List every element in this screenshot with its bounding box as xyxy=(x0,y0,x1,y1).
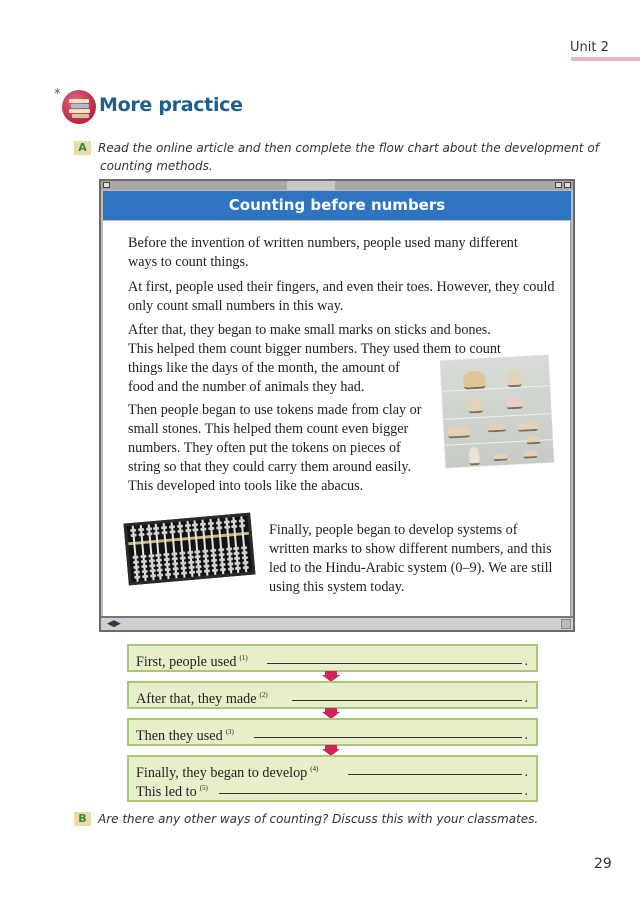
abacus-bead xyxy=(241,546,247,550)
abacus-bead xyxy=(212,569,218,573)
abacus-bead xyxy=(243,566,249,570)
navigation-arrows-icon[interactable]: ◀▶ xyxy=(107,619,121,629)
paragraph-line: This helped them count bigger numbers. They used them to count xyxy=(128,341,501,357)
abacus-bead xyxy=(188,561,194,565)
window-title-bar[interactable] xyxy=(101,181,573,190)
abacus-bead xyxy=(134,570,140,574)
abacus-bead xyxy=(130,529,136,533)
abacus-bead xyxy=(169,525,175,529)
abacus-bead xyxy=(189,571,195,575)
answer-blank-2[interactable] xyxy=(292,700,522,701)
abacus-bead xyxy=(231,525,237,529)
paragraph-line: things like the days of the month, the amount of xyxy=(128,360,400,376)
abacus-bead xyxy=(193,528,199,532)
abacus-bead xyxy=(204,564,210,568)
period: . xyxy=(524,691,528,706)
abacus-bead xyxy=(211,554,217,558)
unit-accent-bar xyxy=(571,57,640,61)
abacus-bead xyxy=(208,527,214,531)
period: . xyxy=(524,728,528,743)
abacus-bead xyxy=(234,557,240,561)
abacus-bead xyxy=(231,520,237,524)
resize-grip-icon[interactable] xyxy=(561,619,571,629)
abacus-bead xyxy=(173,572,179,576)
abacus-bead xyxy=(219,563,225,567)
abacus-bead xyxy=(133,565,139,569)
paragraph-line: After that, they began to make small marks on sticks and bones. xyxy=(128,322,491,338)
star-marker: * xyxy=(54,87,61,102)
page-number: 29 xyxy=(594,856,612,872)
period: . xyxy=(524,654,528,669)
abacus-bead xyxy=(141,565,147,569)
abacus-bead xyxy=(219,558,225,562)
abacus-bead xyxy=(140,555,146,559)
abacus-bead xyxy=(227,557,233,561)
window-status-bar xyxy=(101,616,573,630)
abacus-bead xyxy=(188,566,194,570)
abacus-bead xyxy=(211,559,217,563)
abacus-bead xyxy=(163,553,169,557)
abacus-bead xyxy=(138,533,144,537)
abacus-bead xyxy=(164,563,170,567)
abacus-bead xyxy=(216,521,222,525)
step-number: (2) xyxy=(259,691,268,699)
exercise-a-badge: A xyxy=(74,141,91,155)
abacus-bead xyxy=(142,575,148,579)
abacus-bead xyxy=(211,564,217,568)
abacus-bead xyxy=(154,532,160,536)
abacus-bead xyxy=(196,565,202,569)
abacus-bead xyxy=(216,526,222,530)
abacus-bead xyxy=(149,564,155,568)
answer-blank-3[interactable] xyxy=(254,737,522,738)
restore-icon[interactable] xyxy=(555,182,562,188)
step-number: (1) xyxy=(239,654,248,662)
abacus-bead xyxy=(202,549,208,553)
abacus-bead xyxy=(181,571,187,575)
step-number: (4) xyxy=(310,765,319,773)
abacus-bead xyxy=(220,568,226,572)
abacus-bead xyxy=(157,568,163,572)
abacus-bead xyxy=(146,527,152,531)
period: . xyxy=(524,784,528,799)
flow-arrow-icon xyxy=(322,671,340,681)
abacus-bead xyxy=(177,525,183,529)
abacus-bead xyxy=(153,527,159,531)
flow-arrow-icon xyxy=(322,745,340,755)
abacus-bead xyxy=(242,551,248,555)
exercise-b-badge: B xyxy=(74,812,91,826)
exercise-b-text: Are there any other ways of counting? Discuss this with your classmates. xyxy=(98,812,539,826)
exercise-a-instruction xyxy=(74,139,614,175)
abacus-bead xyxy=(157,563,163,567)
abacus-bead xyxy=(239,519,245,523)
abacus-bead xyxy=(146,532,152,536)
abacus-bead xyxy=(226,552,232,556)
window-menu-icon[interactable] xyxy=(103,182,110,188)
abacus-bead xyxy=(130,534,136,538)
article-window xyxy=(99,179,575,632)
flow-arrow-icon xyxy=(322,708,340,718)
answer-blank-1[interactable] xyxy=(267,663,522,664)
abacus-bead xyxy=(180,561,186,565)
flow-step-4 xyxy=(127,755,538,802)
abacus-bead xyxy=(200,522,206,526)
abacus-bead xyxy=(177,529,183,533)
flow-step-1 xyxy=(127,644,538,672)
abacus-bead xyxy=(242,561,248,565)
abacus-bead xyxy=(218,548,224,552)
abacus-bead xyxy=(227,562,233,566)
abacus-bead xyxy=(210,549,216,553)
unit-label: Unit 2 xyxy=(570,40,609,55)
scroll-thumb[interactable] xyxy=(287,181,335,190)
abacus-bead xyxy=(141,560,147,564)
abacus-bead xyxy=(148,559,154,563)
step-prefix: This led to xyxy=(136,784,197,800)
article-title: Counting before numbers xyxy=(103,191,571,220)
abacus-bead xyxy=(203,554,209,558)
abacus-bead xyxy=(234,552,240,556)
abacus-bead xyxy=(149,569,155,573)
abacus-bead xyxy=(165,568,171,572)
abacus-bead xyxy=(204,569,210,573)
abacus-bead xyxy=(172,557,178,561)
abacus-bead xyxy=(187,551,193,555)
abacus-bead xyxy=(165,573,171,577)
instruction-line-1: Read the online article and then complete the flow chart about the development of xyxy=(98,141,599,155)
abacus-bead xyxy=(150,574,156,578)
step-prefix: Finally, they began to develop xyxy=(136,765,308,781)
abacus-bead xyxy=(179,556,185,560)
abacus-bead xyxy=(192,523,198,527)
abacus-bead xyxy=(223,520,229,524)
abacus-bead xyxy=(227,567,233,571)
section-title: More practice xyxy=(99,94,243,116)
answer-blank-5[interactable] xyxy=(219,793,522,794)
abacus-bead xyxy=(132,555,138,559)
step-number: (3) xyxy=(225,728,234,736)
abacus-bead xyxy=(195,555,201,559)
abacus-bead xyxy=(148,554,154,558)
abacus-bead xyxy=(239,524,245,528)
abacus-bead xyxy=(161,526,167,530)
books-icon xyxy=(62,90,96,124)
flow-step-2 xyxy=(127,681,538,709)
abacus-bead xyxy=(200,527,206,531)
abacus-bead xyxy=(235,567,241,571)
abacus-bead xyxy=(203,559,209,563)
abacus-bead xyxy=(218,553,224,557)
abacus-bead xyxy=(185,529,191,533)
abacus-bead xyxy=(224,525,230,529)
abacus-bead xyxy=(157,573,163,577)
flow-step-3 xyxy=(127,718,538,746)
abacus-bead xyxy=(141,570,147,574)
article-paragraph: At first, people used their fingers, and even their toes. However, they could only count small numbers in this way. xyxy=(128,279,555,314)
abacus-bead xyxy=(173,567,179,571)
abacus-bead xyxy=(226,547,232,551)
step-number: (5) xyxy=(199,784,208,792)
period: . xyxy=(524,765,528,780)
abacus-bead xyxy=(196,570,202,574)
paragraph-line: food and the number of animals they had. xyxy=(128,379,365,395)
abacus-bead xyxy=(233,547,239,551)
abacus-bead xyxy=(134,575,140,579)
abacus-bead xyxy=(164,558,170,562)
abacus-bead xyxy=(195,550,201,554)
article-paragraph: Then people began to use tokens made from clay or small stones. This helped them count even bigger numbers. They often put the tokens on pieces of string so that they could carry them around easily. This developed into tools like the abacus. xyxy=(128,402,422,494)
abacus-bead xyxy=(187,556,193,560)
clay-tokens-photo xyxy=(440,355,553,468)
abacus-bead xyxy=(169,530,175,534)
abacus-bead xyxy=(195,560,201,564)
instruction-line-2: counting methods. xyxy=(100,159,213,173)
abacus-bead xyxy=(180,566,186,570)
article-body xyxy=(103,221,571,616)
abacus-bead xyxy=(156,553,162,557)
exercise-b-instruction xyxy=(74,812,538,826)
article-paragraph: Before the invention of written numbers, people used many different ways to count things. xyxy=(128,235,518,270)
abacus-bead xyxy=(171,552,177,556)
abacus-bead xyxy=(208,522,214,526)
abacus-bead xyxy=(138,528,144,532)
abacus-bead xyxy=(242,556,248,560)
abacus-bead xyxy=(156,558,162,562)
abacus-bead xyxy=(179,551,185,555)
close-icon[interactable] xyxy=(564,182,571,188)
article-paragraph: Finally, people began to develop systems of written marks to show different numbers, and this led to the Hindu-Arabic system (0–9). We are still using this system today. xyxy=(269,522,553,595)
step-prefix: First, people used xyxy=(136,654,237,670)
abacus-bead xyxy=(172,562,178,566)
abacus-bead xyxy=(184,524,190,528)
step-prefix: After that, they made xyxy=(136,691,257,707)
answer-blank-4[interactable] xyxy=(348,774,522,775)
step-prefix: Then they used xyxy=(136,728,223,744)
abacus-bead xyxy=(133,560,139,564)
abacus-photo xyxy=(124,513,256,586)
abacus-bead xyxy=(162,531,168,535)
abacus-bead xyxy=(235,562,241,566)
